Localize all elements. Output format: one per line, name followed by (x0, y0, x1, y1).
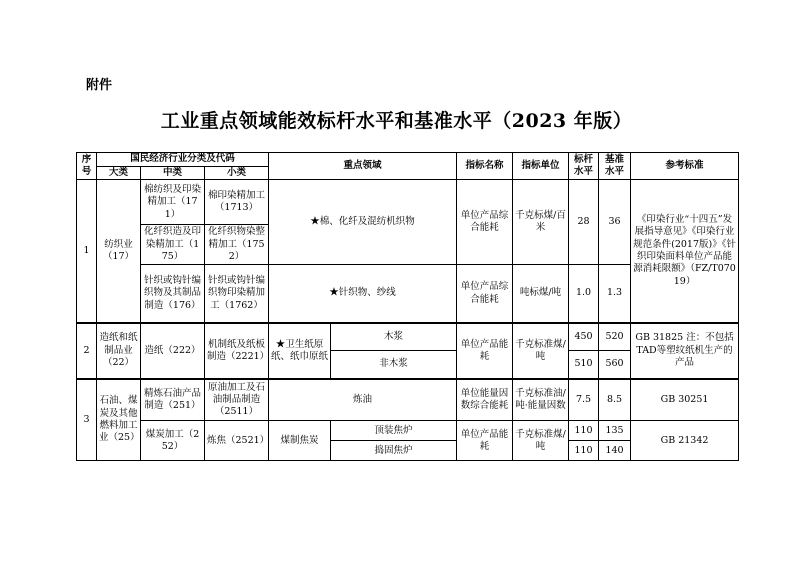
header-indicator-name: 指标名称 (457, 153, 513, 180)
cell-minor: 棉印染精加工（1713） (205, 180, 269, 225)
cell-field: ★针织物、纱线 (269, 265, 457, 323)
cell-baseline: 140 (599, 441, 631, 461)
cell-field: 炼油 (269, 379, 457, 421)
cell-reference: 《印染行业“十四五”发展指导意见》《印染行业规范条件(2017版)》《针织印染面料单位产品能源消耗限额》（FZ/T07019） (631, 180, 739, 323)
cell-indicator: 单位产品综合能耗 (457, 265, 513, 323)
cell-subfield: 木浆 (331, 323, 457, 351)
cell-benchmark: 1.0 (569, 265, 599, 323)
group-seq: 2 (77, 323, 97, 379)
cell-field: ★卫生纸原纸、纸巾原纸 (269, 323, 331, 379)
cell-field: 煤制焦炭 (269, 421, 331, 461)
group-seq: 1 (77, 180, 97, 323)
cell-benchmark: 510 (569, 351, 599, 379)
table-row (77, 421, 739, 441)
page-title: 工业重点领域能效标杆水平和基准水平（2023 年版） (160, 110, 633, 132)
cell-medium: 造纸（222） (141, 323, 205, 379)
table-row (77, 323, 739, 351)
group-major: 纺织业（17） (97, 180, 141, 323)
cell-baseline: 520 (599, 323, 631, 351)
header-medium: 中类 (141, 167, 205, 180)
cell-baseline: 8.5 (599, 379, 631, 421)
attachment-label: 附件 (86, 78, 113, 93)
cell-minor: 原油加工及石油制品制造（2511） (205, 379, 269, 421)
cell-baseline: 1.3 (599, 265, 631, 323)
header-industry-group: 国民经济行业分类及代码 (97, 153, 269, 167)
cell-indicator: 单位能量因数综合能耗 (457, 379, 513, 421)
header-row-1 (77, 153, 739, 167)
cell-subfield: 非木浆 (331, 351, 457, 379)
cell-unit: 千克标准煤/吨 (513, 323, 569, 379)
header-benchmark: 标杆水平 (569, 153, 599, 180)
group-major: 造纸和纸制品业（22） (97, 323, 141, 379)
cell-benchmark: 110 (569, 441, 599, 461)
header-reference: 参考标准 (631, 153, 739, 180)
cell-benchmark: 28 (569, 180, 599, 265)
cell-unit: 千克标准油/吨·能量因数 (513, 379, 569, 421)
cell-minor: 针织或钩针编织物印染精加工（1762） (205, 265, 269, 323)
cell-field: ★棉、化纤及混纺机织物 (269, 180, 457, 265)
header-major: 大类 (97, 167, 141, 180)
cell-indicator: 单位产品综合能耗 (457, 180, 513, 265)
cell-subfield: 顶装焦炉 (331, 421, 457, 441)
cell-medium: 针织或钩针编织物及其制品制造（176） (141, 265, 205, 323)
table-row (77, 379, 739, 421)
cell-unit: 千克标准煤/吨 (513, 421, 569, 461)
cell-medium: 棉纺织及印染精加工（171） (141, 180, 205, 225)
header-seq: 序号 (77, 153, 97, 180)
cell-baseline: 135 (599, 421, 631, 441)
header-field: 重点领域 (269, 153, 457, 180)
cell-unit: 吨标煤/吨 (513, 265, 569, 323)
cell-minor: 炼焦（2521） (205, 421, 269, 461)
cell-minor: 机制纸及纸板制造（2221） (205, 323, 269, 379)
header-indicator-unit: 指标单位 (513, 153, 569, 180)
cell-reference: GB 31825 注：不包括TAD等塑纹纸机生产的产品 (631, 323, 739, 379)
cell-reference: GB 30251 (631, 379, 739, 421)
cell-benchmark: 7.5 (569, 379, 599, 421)
group-major: 石油、煤炭及其他燃料加工业（25） (97, 379, 141, 461)
cell-indicator: 单位产品能耗 (457, 421, 513, 461)
cell-benchmark: 110 (569, 421, 599, 441)
header-baseline: 基准水平 (599, 153, 631, 180)
cell-reference: GB 21342 (631, 421, 739, 461)
cell-medium: 化纤织造及印染精加工（175） (141, 225, 205, 265)
table-row (77, 180, 739, 225)
cell-baseline: 36 (599, 180, 631, 265)
cell-minor: 化纤织物染整精加工（1752） (205, 225, 269, 265)
cell-unit: 千克标煤/百米 (513, 180, 569, 265)
cell-medium: 精炼石油产品制造（251） (141, 379, 205, 421)
efficiency-table (76, 152, 739, 461)
cell-benchmark: 450 (569, 323, 599, 351)
cell-indicator: 单位产品能耗 (457, 323, 513, 379)
group-seq: 3 (77, 379, 97, 461)
cell-baseline: 560 (599, 351, 631, 379)
cell-subfield: 捣固焦炉 (331, 441, 457, 461)
header-minor: 小类 (205, 167, 269, 180)
cell-medium: 煤炭加工（252） (141, 421, 205, 461)
